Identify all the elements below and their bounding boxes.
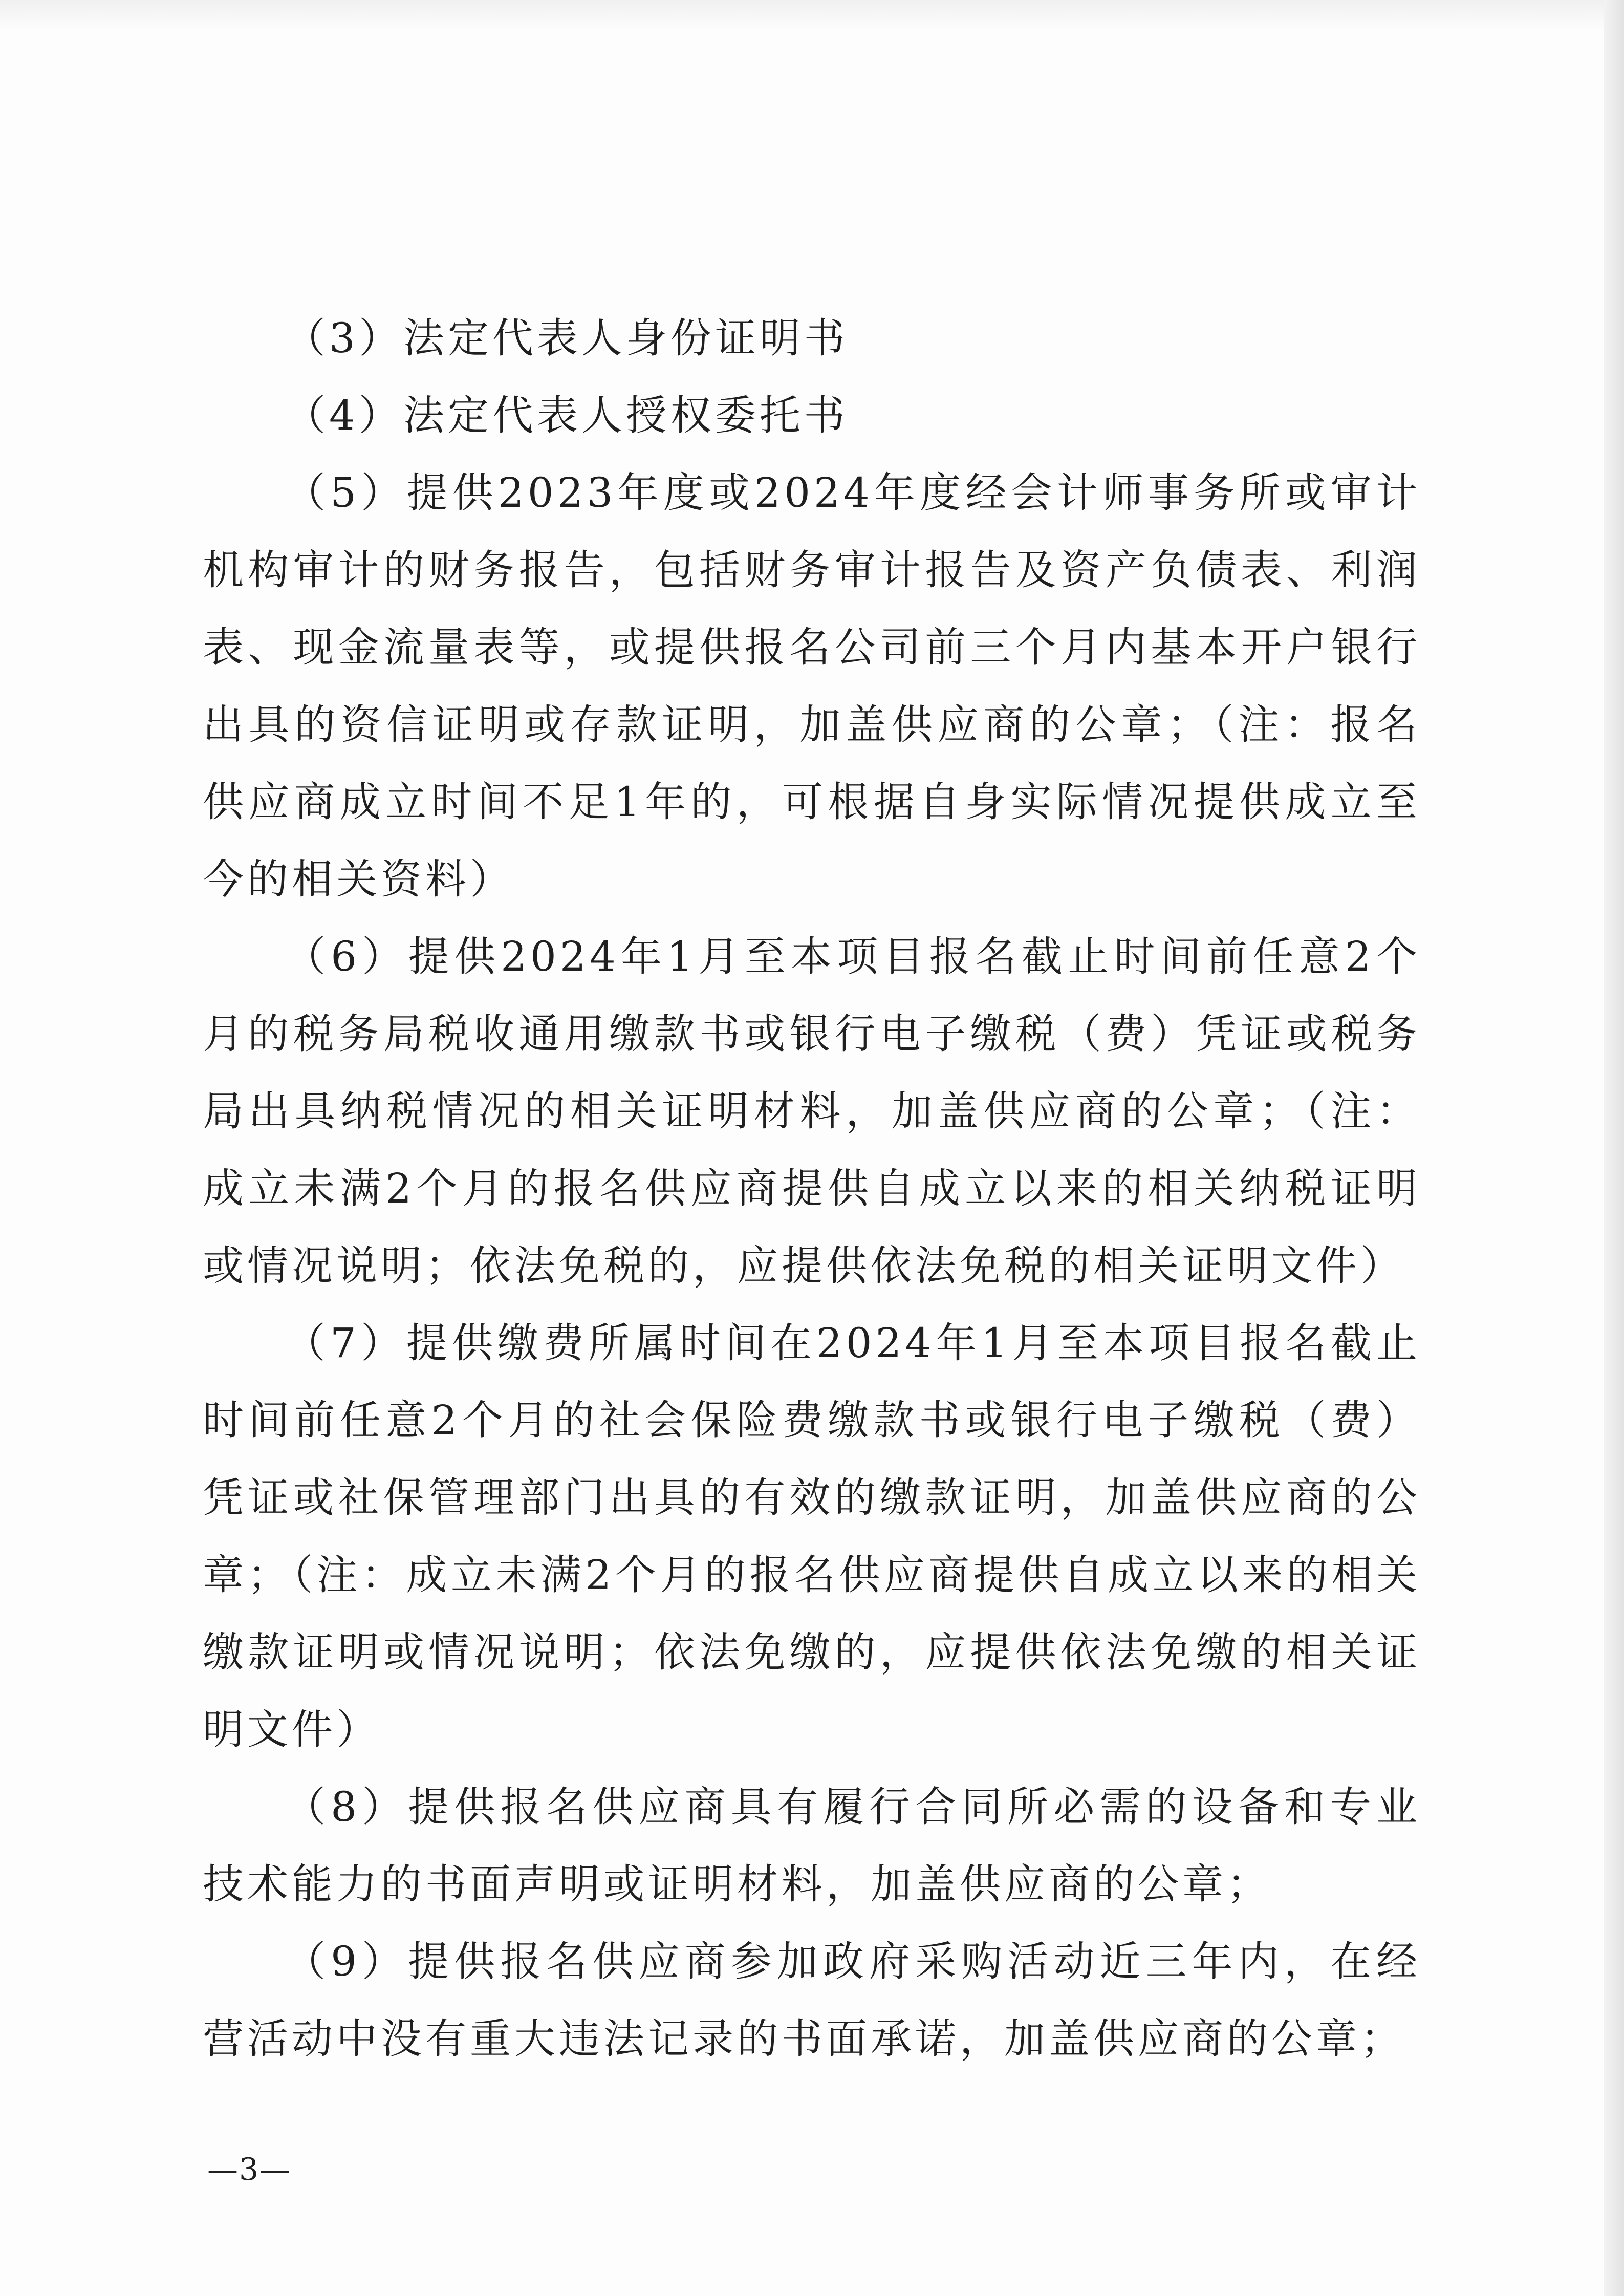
page-number: —3— — [207, 2152, 292, 2187]
item-3-paragraph: （3）法定代表人身份证明书 — [285, 314, 849, 362]
item-7-paragraph: （7）提供缴费所属时间在2024年1月至本项目报名截止时间前任意2个月的社会保险费缴款书或银行电子缴税（费）凭证或社保管理部门出具的有效的缴款证明，加盖供应商的公章；（注：成立未满2个月的报名供应商提供自成立以来的相关缴款证明或情况说明；依法免缴的，应提供依法免缴的相关证明文件） — [203, 1319, 1421, 1753]
document-body — [203, 299, 1421, 2077]
item-4-paragraph: （4）法定代表人授权委托书 — [285, 392, 849, 439]
item-6-paragraph: （6）提供2024年1月至本项目报名截止时间前任意2个月的税务局税收通用缴款书或银行电子缴税（费）凭证或税务局出具纳税情况的相关证明材料，加盖供应商的公章；（注：成立未满2个月的报名供应商提供自成立以来的相关纳税证明或情况说明；依法免税的，应提供依法免税的相关证明文件） — [203, 933, 1421, 1290]
item-8-paragraph: （8）提供报名供应商具有履行合同所必需的设备和专业技术能力的书面声明或证明材料，加盖供应商的公章； — [203, 1783, 1421, 1908]
item-5-paragraph: （5）提供2023年度或2024年度经会计师事务所或审计机构审计的财务报告，包括财务审计报告及资产负债表、利润表、现金流量表等，或提供报名公司前三个月内基本开户银行出具的资信证明或存款证明，加盖供应商的公章；（注：报名供应商成立时间不足1年的，可根据自身实际情况提供成立至今的相关资料） — [203, 469, 1421, 903]
item-9-paragraph: （9）提供报名供应商参加政府采购活动近三年内，在经营活动中没有重大违法记录的书面承诺，加盖供应商的公章； — [203, 1938, 1421, 2063]
scan-shadow-top — [0, 0, 1604, 31]
scan-shadow-right — [1604, 0, 1624, 2296]
